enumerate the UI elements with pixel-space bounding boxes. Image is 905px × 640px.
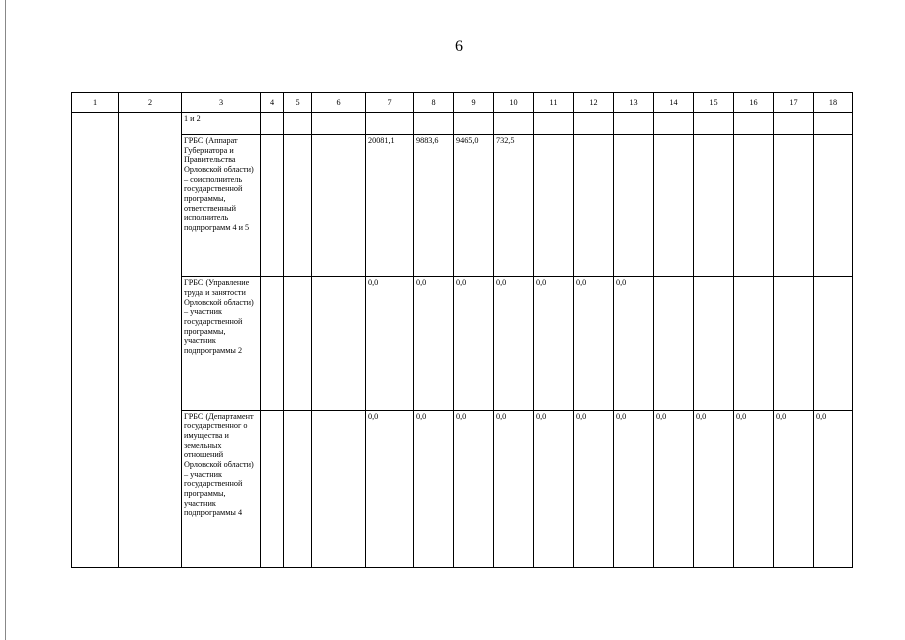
table-cell — [312, 277, 366, 410]
table-cell: 0,0 — [694, 410, 734, 567]
column-header: 6 — [312, 93, 366, 113]
column-header: 17 — [774, 93, 814, 113]
table-cell: 0,0 — [534, 410, 574, 567]
column-header: 13 — [614, 93, 654, 113]
table-cell — [312, 135, 366, 277]
table-cell: 0,0 — [614, 410, 654, 567]
table-cell — [734, 277, 774, 410]
merged-cell-col2 — [119, 113, 182, 568]
table-cell: 0,0 — [734, 410, 774, 567]
column-header: 11 — [534, 93, 574, 113]
table-cell: 732,5 — [494, 135, 534, 277]
table-cell — [454, 113, 494, 135]
table-cell: 0,0 — [366, 277, 414, 410]
table-cell — [734, 135, 774, 277]
table-cell — [654, 113, 694, 135]
table-row — [72, 135, 853, 277]
table-cell — [574, 113, 614, 135]
table-cell — [284, 410, 312, 567]
table-cell — [614, 135, 654, 277]
table-cell — [261, 135, 284, 277]
table-cell: 0,0 — [534, 277, 574, 410]
table-row — [72, 277, 853, 410]
table-cell — [261, 277, 284, 410]
table-cell — [734, 113, 774, 135]
table-cell — [694, 135, 734, 277]
table-cell — [814, 113, 853, 135]
table-cell: 0,0 — [774, 410, 814, 567]
budget-table — [71, 92, 853, 568]
column-header: 15 — [694, 93, 734, 113]
column-header: 18 — [814, 93, 853, 113]
table-cell: 0,0 — [614, 277, 654, 410]
row-description: ГРБС (Управление труда и занятости Орловской области) – участник государственной программы, участник подпрограммы 2 — [182, 277, 261, 410]
merged-cell-col1 — [72, 113, 119, 568]
table-cell: 0,0 — [366, 410, 414, 567]
page-number: 6 — [455, 38, 463, 55]
table-cell: 0,0 — [414, 410, 454, 567]
table-cell — [654, 277, 694, 410]
table-cell — [366, 113, 414, 135]
table-cell: 0,0 — [814, 410, 853, 567]
row-description: ГРБС (Департамент государственног о имущества и земельных отношений Орловской области) – участник государственной программы, участник подпрограммы 4 — [182, 410, 261, 567]
column-header: 5 — [284, 93, 312, 113]
table-cell — [414, 113, 454, 135]
table-cell — [261, 410, 284, 567]
column-header: 1 — [72, 93, 119, 113]
table-cell — [654, 135, 694, 277]
table-cell — [494, 113, 534, 135]
subheader-cell: 1 и 2 — [182, 113, 261, 135]
table-cell — [261, 113, 284, 135]
table-cell — [694, 113, 734, 135]
column-header: 4 — [261, 93, 284, 113]
column-header: 7 — [366, 93, 414, 113]
table-cell: 0,0 — [494, 410, 534, 567]
table-cell — [284, 113, 312, 135]
table-cell — [534, 113, 574, 135]
table-cell — [574, 135, 614, 277]
table-cell — [534, 135, 574, 277]
column-header: 14 — [654, 93, 694, 113]
table-cell: 20081,1 — [366, 135, 414, 277]
table-cell: 0,0 — [574, 410, 614, 567]
table-cell — [312, 113, 366, 135]
table-cell: 9465,0 — [454, 135, 494, 277]
column-header: 12 — [574, 93, 614, 113]
column-header: 16 — [734, 93, 774, 113]
table-cell — [284, 135, 312, 277]
table-cell — [814, 277, 853, 410]
table-cell: 0,0 — [454, 277, 494, 410]
column-header: 2 — [119, 93, 182, 113]
table-cell — [694, 277, 734, 410]
table-cell: 0,0 — [654, 410, 694, 567]
subheader-row — [72, 113, 853, 135]
table-cell: 9883,6 — [414, 135, 454, 277]
page-left-edge — [5, 0, 6, 640]
table-cell — [774, 135, 814, 277]
table-cell: 0,0 — [494, 277, 534, 410]
table-cell — [774, 113, 814, 135]
table-cell — [614, 113, 654, 135]
table-cell: 0,0 — [414, 277, 454, 410]
table-cell — [774, 277, 814, 410]
table-cell — [284, 277, 312, 410]
row-description: ГРБС (Аппарат Губернатора и Правительства Орловской области) – соисполнитель государственной программы, ответственный исполнитель подпрограмм 4 и 5 — [182, 135, 261, 277]
table-cell: 0,0 — [454, 410, 494, 567]
table-cell — [312, 410, 366, 567]
header-row — [72, 93, 853, 113]
table-cell — [814, 135, 853, 277]
column-header: 9 — [454, 93, 494, 113]
table-cell: 0,0 — [574, 277, 614, 410]
column-header: 3 — [182, 93, 261, 113]
table-row — [72, 410, 853, 567]
column-header: 10 — [494, 93, 534, 113]
column-header: 8 — [414, 93, 454, 113]
